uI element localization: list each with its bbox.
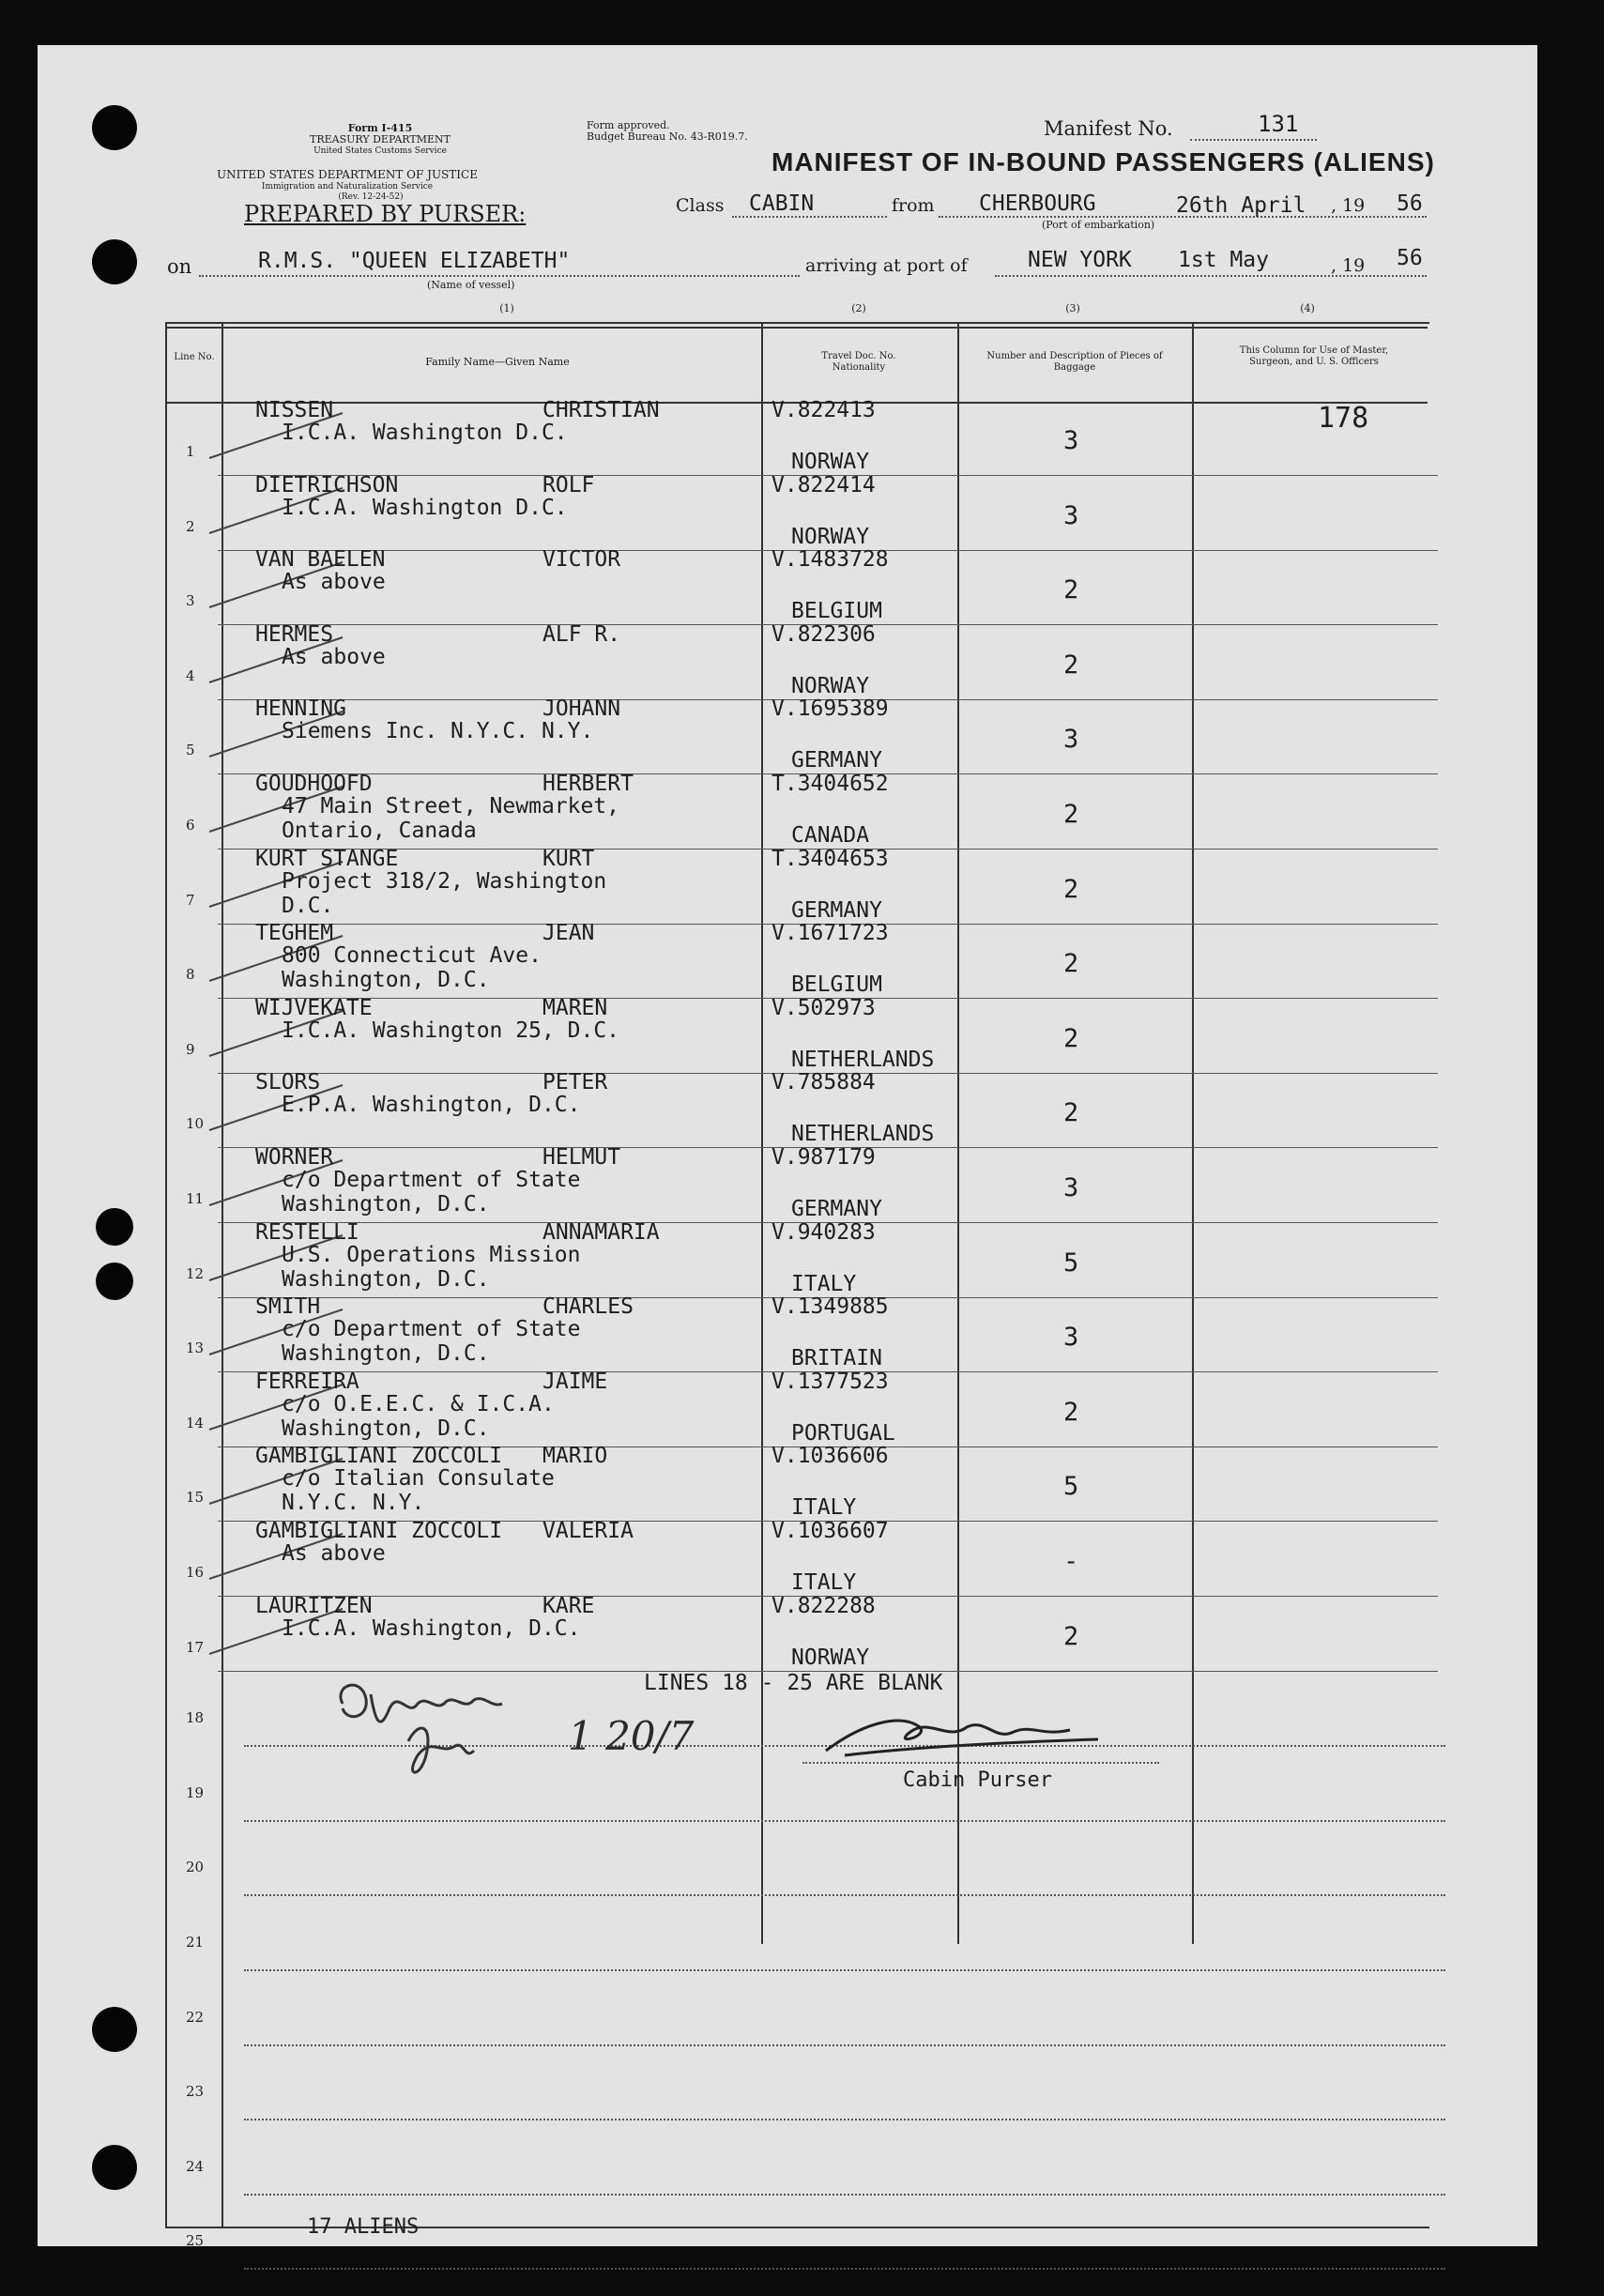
departure-year-prefix: , 19 — [1331, 195, 1366, 216]
baggage-count: 2 — [1063, 1098, 1079, 1128]
line-number: 3 — [186, 592, 195, 610]
travel-document-number: V.1483728 — [771, 547, 889, 573]
total-aliens: 17 ALIENS — [307, 2215, 420, 2239]
travel-document-number: V.822414 — [771, 472, 876, 497]
punch-hole — [92, 239, 137, 284]
family-name: RESTELLI — [255, 1219, 359, 1245]
line-number: 23 — [186, 2083, 205, 2101]
from-label: from — [892, 195, 935, 216]
family-name: HERMES — [255, 621, 334, 647]
travel-document-number: V.1036606 — [771, 1444, 889, 1469]
family-name: NISSEN — [255, 398, 334, 422]
embarkation-port: CHERBOURG — [979, 191, 1096, 216]
nationality: NETHERLANDS — [791, 1047, 935, 1072]
table-row — [0, 2045, 1604, 2120]
baggage-count: 2 — [1063, 800, 1079, 829]
header-baggage: Number and Description of Pieces of Baggage — [986, 351, 1163, 373]
arrival-year-prefix: , 19 — [1331, 255, 1366, 276]
treasury-department: TREASURY DEPARTMENT — [310, 133, 451, 145]
baggage-count: - — [1063, 1547, 1079, 1576]
table-row — [0, 846, 1604, 926]
class-value: CABIN — [749, 191, 815, 216]
travel-document-number: T.3404653 — [771, 846, 889, 871]
nationality: GERMANY — [791, 897, 882, 923]
line-number: 13 — [186, 1339, 205, 1357]
signature-dots — [802, 1762, 1159, 1764]
family-name: KURT STANGE — [255, 846, 399, 871]
line-number: 7 — [186, 891, 195, 909]
family-name: TEGHEM — [255, 921, 334, 946]
given-name: MARIO — [542, 1444, 608, 1469]
customs-service: United States Customs Service — [313, 146, 447, 156]
line-number: 18 — [186, 1709, 205, 1727]
line-number: 19 — [186, 1783, 205, 1801]
header-travel-doc: Travel Doc. No. Nationality — [821, 351, 896, 373]
class-dots — [732, 216, 887, 218]
nationality: GERMANY — [791, 748, 882, 773]
address: U.S. Operations Mission Washington, D.C. — [282, 1242, 581, 1292]
family-name: LAURITZEN — [255, 1593, 373, 1618]
column-number-3: (3) — [1065, 302, 1080, 314]
table-row — [0, 472, 1604, 552]
header-family-given: Family Name—Given Name — [425, 356, 570, 368]
table-row — [0, 1145, 1604, 1224]
address: 47 Main Street, Newmarket, Ontario, Canada — [282, 794, 620, 843]
nationality: NORWAY — [791, 673, 870, 698]
header-line-no: Line No. — [174, 352, 215, 362]
baggage-count: 3 — [1063, 725, 1079, 755]
baggage-count: 3 — [1063, 500, 1079, 530]
travel-document-number: V.822288 — [771, 1593, 876, 1618]
given-name: ALF R. — [542, 621, 621, 647]
vessel-caption: (Name of vessel) — [427, 279, 515, 291]
manifest-number-label: Manifest No. — [1044, 117, 1173, 140]
family-name: GOUDHOOFD — [255, 772, 373, 796]
nationality: BRITAIN — [791, 1346, 882, 1371]
nationality: CANADA — [791, 823, 870, 848]
form-revision: (Rev. 12-24-52) — [338, 192, 404, 202]
address: As above — [282, 644, 386, 669]
manifest-number-dots — [1190, 139, 1317, 141]
signature-title: Cabin Purser — [903, 1768, 1052, 1792]
vessel-name: R.M.S. "QUEEN ELIZABETH" — [258, 249, 571, 273]
nationality: ITALY — [791, 1570, 857, 1595]
nationality: NETHERLANDS — [791, 1122, 935, 1147]
embarkation-caption: (Port of embarkation) — [1042, 219, 1155, 231]
given-name: JEAN — [542, 921, 595, 946]
travel-document-number: V.1036607 — [771, 1519, 889, 1543]
column-number-1: (1) — [499, 302, 514, 314]
address: c/o Department of State Washington, D.C. — [282, 1317, 581, 1367]
given-name: ANNAMARIA — [542, 1219, 660, 1245]
table-row — [0, 1294, 1604, 1373]
family-name: HENNING — [255, 696, 346, 722]
given-name: CHARLES — [542, 1294, 634, 1320]
column-number-2: (2) — [851, 302, 866, 314]
immigration-service: Immigration and Naturalization Service — [261, 182, 434, 191]
class-label: Class — [676, 195, 725, 216]
table-row — [0, 772, 1604, 850]
address: Siemens Inc. N.Y.C. N.Y. — [282, 719, 594, 744]
header-officers: This Column for Use of Master, Surgeon, and U. S. Officers — [1239, 345, 1389, 367]
arrival-year: 56 — [1397, 246, 1423, 270]
travel-document-number: T.3404652 — [771, 772, 889, 796]
line-number: 8 — [186, 966, 195, 984]
nationality: ITALY — [791, 1495, 857, 1521]
row-rule — [244, 2268, 1445, 2270]
baggage-count: 2 — [1063, 575, 1079, 605]
baggage-count: 5 — [1063, 1472, 1079, 1502]
baggage-count: 3 — [1063, 426, 1079, 455]
purser-signature-graphic — [788, 1704, 1145, 1779]
table-row — [0, 696, 1604, 775]
table-row — [0, 547, 1604, 626]
nationality: ITALY — [791, 1271, 857, 1296]
line-number: 9 — [186, 1040, 195, 1058]
table-row — [0, 1519, 1604, 1598]
travel-document-number: V.822306 — [771, 621, 876, 647]
given-name: KURT — [542, 846, 595, 871]
line-number: 21 — [186, 1934, 205, 1951]
blank-lines-note: LINES 18 - 25 ARE BLANK — [644, 1671, 943, 1695]
line-number: 10 — [186, 1115, 205, 1133]
address: I.C.A. Washington 25, D.C. — [282, 1018, 620, 1043]
handwritten-initials — [324, 1666, 605, 1800]
family-name: VAN BAELEN — [255, 547, 386, 573]
given-name: HERBERT — [542, 772, 634, 796]
table-row — [0, 1070, 1604, 1149]
dept-of-justice: UNITED STATES DEPARTMENT OF JUSTICE — [217, 168, 478, 181]
nationality: BELGIUM — [791, 972, 882, 998]
travel-document-number: V.1377523 — [771, 1369, 889, 1394]
travel-document-number: V.502973 — [771, 995, 876, 1020]
officer-notation: 178 — [1318, 402, 1369, 435]
table-row — [0, 2195, 1604, 2270]
baggage-count: 2 — [1063, 1397, 1079, 1427]
family-name: SLORS — [255, 1070, 321, 1095]
baggage-count: 3 — [1063, 1323, 1079, 1353]
line-number: 14 — [186, 1414, 205, 1431]
family-name: WIJVEKATE — [255, 995, 373, 1020]
address: I.C.A. Washington, D.C. — [282, 1615, 581, 1641]
address: As above — [282, 1541, 386, 1566]
travel-document-number: V.785884 — [771, 1070, 876, 1095]
nationality: BELGIUM — [791, 599, 882, 624]
line-number: 4 — [186, 666, 195, 684]
line-number: 6 — [186, 817, 195, 834]
line-number: 11 — [186, 1190, 205, 1207]
baggage-count: 3 — [1063, 1173, 1079, 1202]
travel-document-number: V.1671723 — [771, 921, 889, 946]
vessel-dots — [199, 275, 800, 277]
baggage-count: 2 — [1063, 650, 1079, 680]
table-row — [0, 2120, 1604, 2196]
family-name: SMITH — [255, 1294, 321, 1320]
baggage-count: 2 — [1063, 1621, 1079, 1651]
travel-document-number: V.940283 — [771, 1219, 876, 1245]
table-row — [0, 1896, 1604, 1971]
table-row — [0, 1444, 1604, 1523]
address: 800 Connecticut Ave. Washington, D.C. — [282, 943, 542, 993]
table-row — [0, 995, 1604, 1075]
address: I.C.A. Washington D.C. — [282, 495, 568, 520]
baggage-count: 2 — [1063, 949, 1079, 979]
given-name: PETER — [542, 1070, 608, 1095]
given-name: JOHANN — [542, 696, 621, 722]
form-number: Form I-415 — [347, 122, 413, 134]
address: E.P.A. Washington, D.C. — [282, 1093, 581, 1118]
given-name: VICTOR — [542, 547, 621, 573]
given-name: MAREN — [542, 995, 608, 1020]
line-number: 17 — [186, 1638, 205, 1656]
line-number: 12 — [186, 1264, 205, 1282]
table-row — [0, 1593, 1604, 1673]
departure-year: 56 — [1397, 191, 1423, 216]
prepared-by-purser: PREPARED BY PURSER: — [244, 201, 527, 227]
departure-date: 26th April — [1176, 193, 1306, 218]
line-number: 15 — [186, 1489, 205, 1507]
punch-hole — [92, 105, 137, 150]
arriving-label: arriving at port of — [805, 255, 968, 276]
family-name: GAMBIGLIANI ZOCCOLI — [255, 1519, 503, 1543]
nationality: NORWAY — [791, 450, 870, 474]
line-number: 20 — [186, 1859, 205, 1876]
line-number: 24 — [186, 2157, 205, 2175]
given-name: VALERIA — [542, 1519, 634, 1543]
travel-document-number: V.1695389 — [771, 696, 889, 722]
family-name: WORNER — [255, 1145, 334, 1170]
table-row — [0, 921, 1604, 1000]
arrival-date: 1st May — [1178, 248, 1269, 272]
travel-document-number: V.822413 — [771, 398, 876, 422]
on-label: on — [167, 255, 192, 278]
table-row — [0, 1369, 1604, 1448]
given-name: CHRISTIAN — [542, 398, 660, 422]
travel-document-number: V.987179 — [771, 1145, 876, 1170]
manifest-number: 131 — [1258, 111, 1299, 137]
baggage-count: 5 — [1063, 1247, 1079, 1278]
handwritten-initials-graphic — [324, 1666, 605, 1788]
line-number: 2 — [186, 517, 195, 535]
family-name: GAMBIGLIANI ZOCCOLI — [255, 1444, 503, 1469]
line-number: 5 — [186, 742, 195, 759]
nationality: PORTUGAL — [791, 1420, 895, 1446]
nationality: GERMANY — [791, 1197, 882, 1221]
table-row — [0, 621, 1604, 701]
line-number: 1 — [186, 443, 195, 460]
given-name: HELMUT — [542, 1145, 621, 1170]
given-name: KARE — [542, 1593, 595, 1618]
table-row — [0, 1219, 1604, 1299]
line-number: 22 — [186, 2008, 205, 2026]
address: c/o O.E.E.C. & I.C.A. Washington, D.C. — [282, 1391, 555, 1441]
address: c/o Italian Consulate N.Y.C. N.Y. — [282, 1466, 555, 1516]
budget-bureau: Budget Bureau No. 43-R019.7. — [587, 130, 748, 143]
line-number: 16 — [186, 1564, 205, 1581]
address: Project 318/2, Washington D.C. — [282, 868, 607, 918]
manifest-title: MANIFEST OF IN-BOUND PASSENGERS (ALIENS) — [771, 147, 1435, 176]
family-name: FERREIRA — [255, 1369, 359, 1394]
given-name: ROLF — [542, 472, 595, 497]
address: c/o Department of State Washington, D.C. — [282, 1168, 581, 1217]
baggage-count: 2 — [1063, 874, 1079, 904]
given-name: JAIME — [542, 1369, 608, 1394]
baggage-count: 2 — [1063, 1023, 1079, 1053]
address: As above — [282, 570, 386, 595]
nationality: NORWAY — [791, 1645, 870, 1670]
table-row — [0, 1971, 1604, 2046]
address: I.C.A. Washington D.C. — [282, 421, 568, 445]
family-name: DIETRICHSON — [255, 472, 399, 497]
form-approved: Form approved. — [587, 119, 670, 131]
table-row — [0, 398, 1604, 477]
table-row — [0, 1821, 1604, 1896]
column-number-4: (4) — [1300, 302, 1315, 314]
line-number: 25 — [186, 2232, 205, 2250]
travel-document-number: V.1349885 — [771, 1294, 889, 1320]
table-top-rule — [165, 327, 1428, 329]
arrival-port: NEW YORK — [1028, 248, 1132, 272]
handwritten-count: 1 20/7 — [568, 1713, 695, 1759]
nationality: NORWAY — [791, 524, 870, 549]
